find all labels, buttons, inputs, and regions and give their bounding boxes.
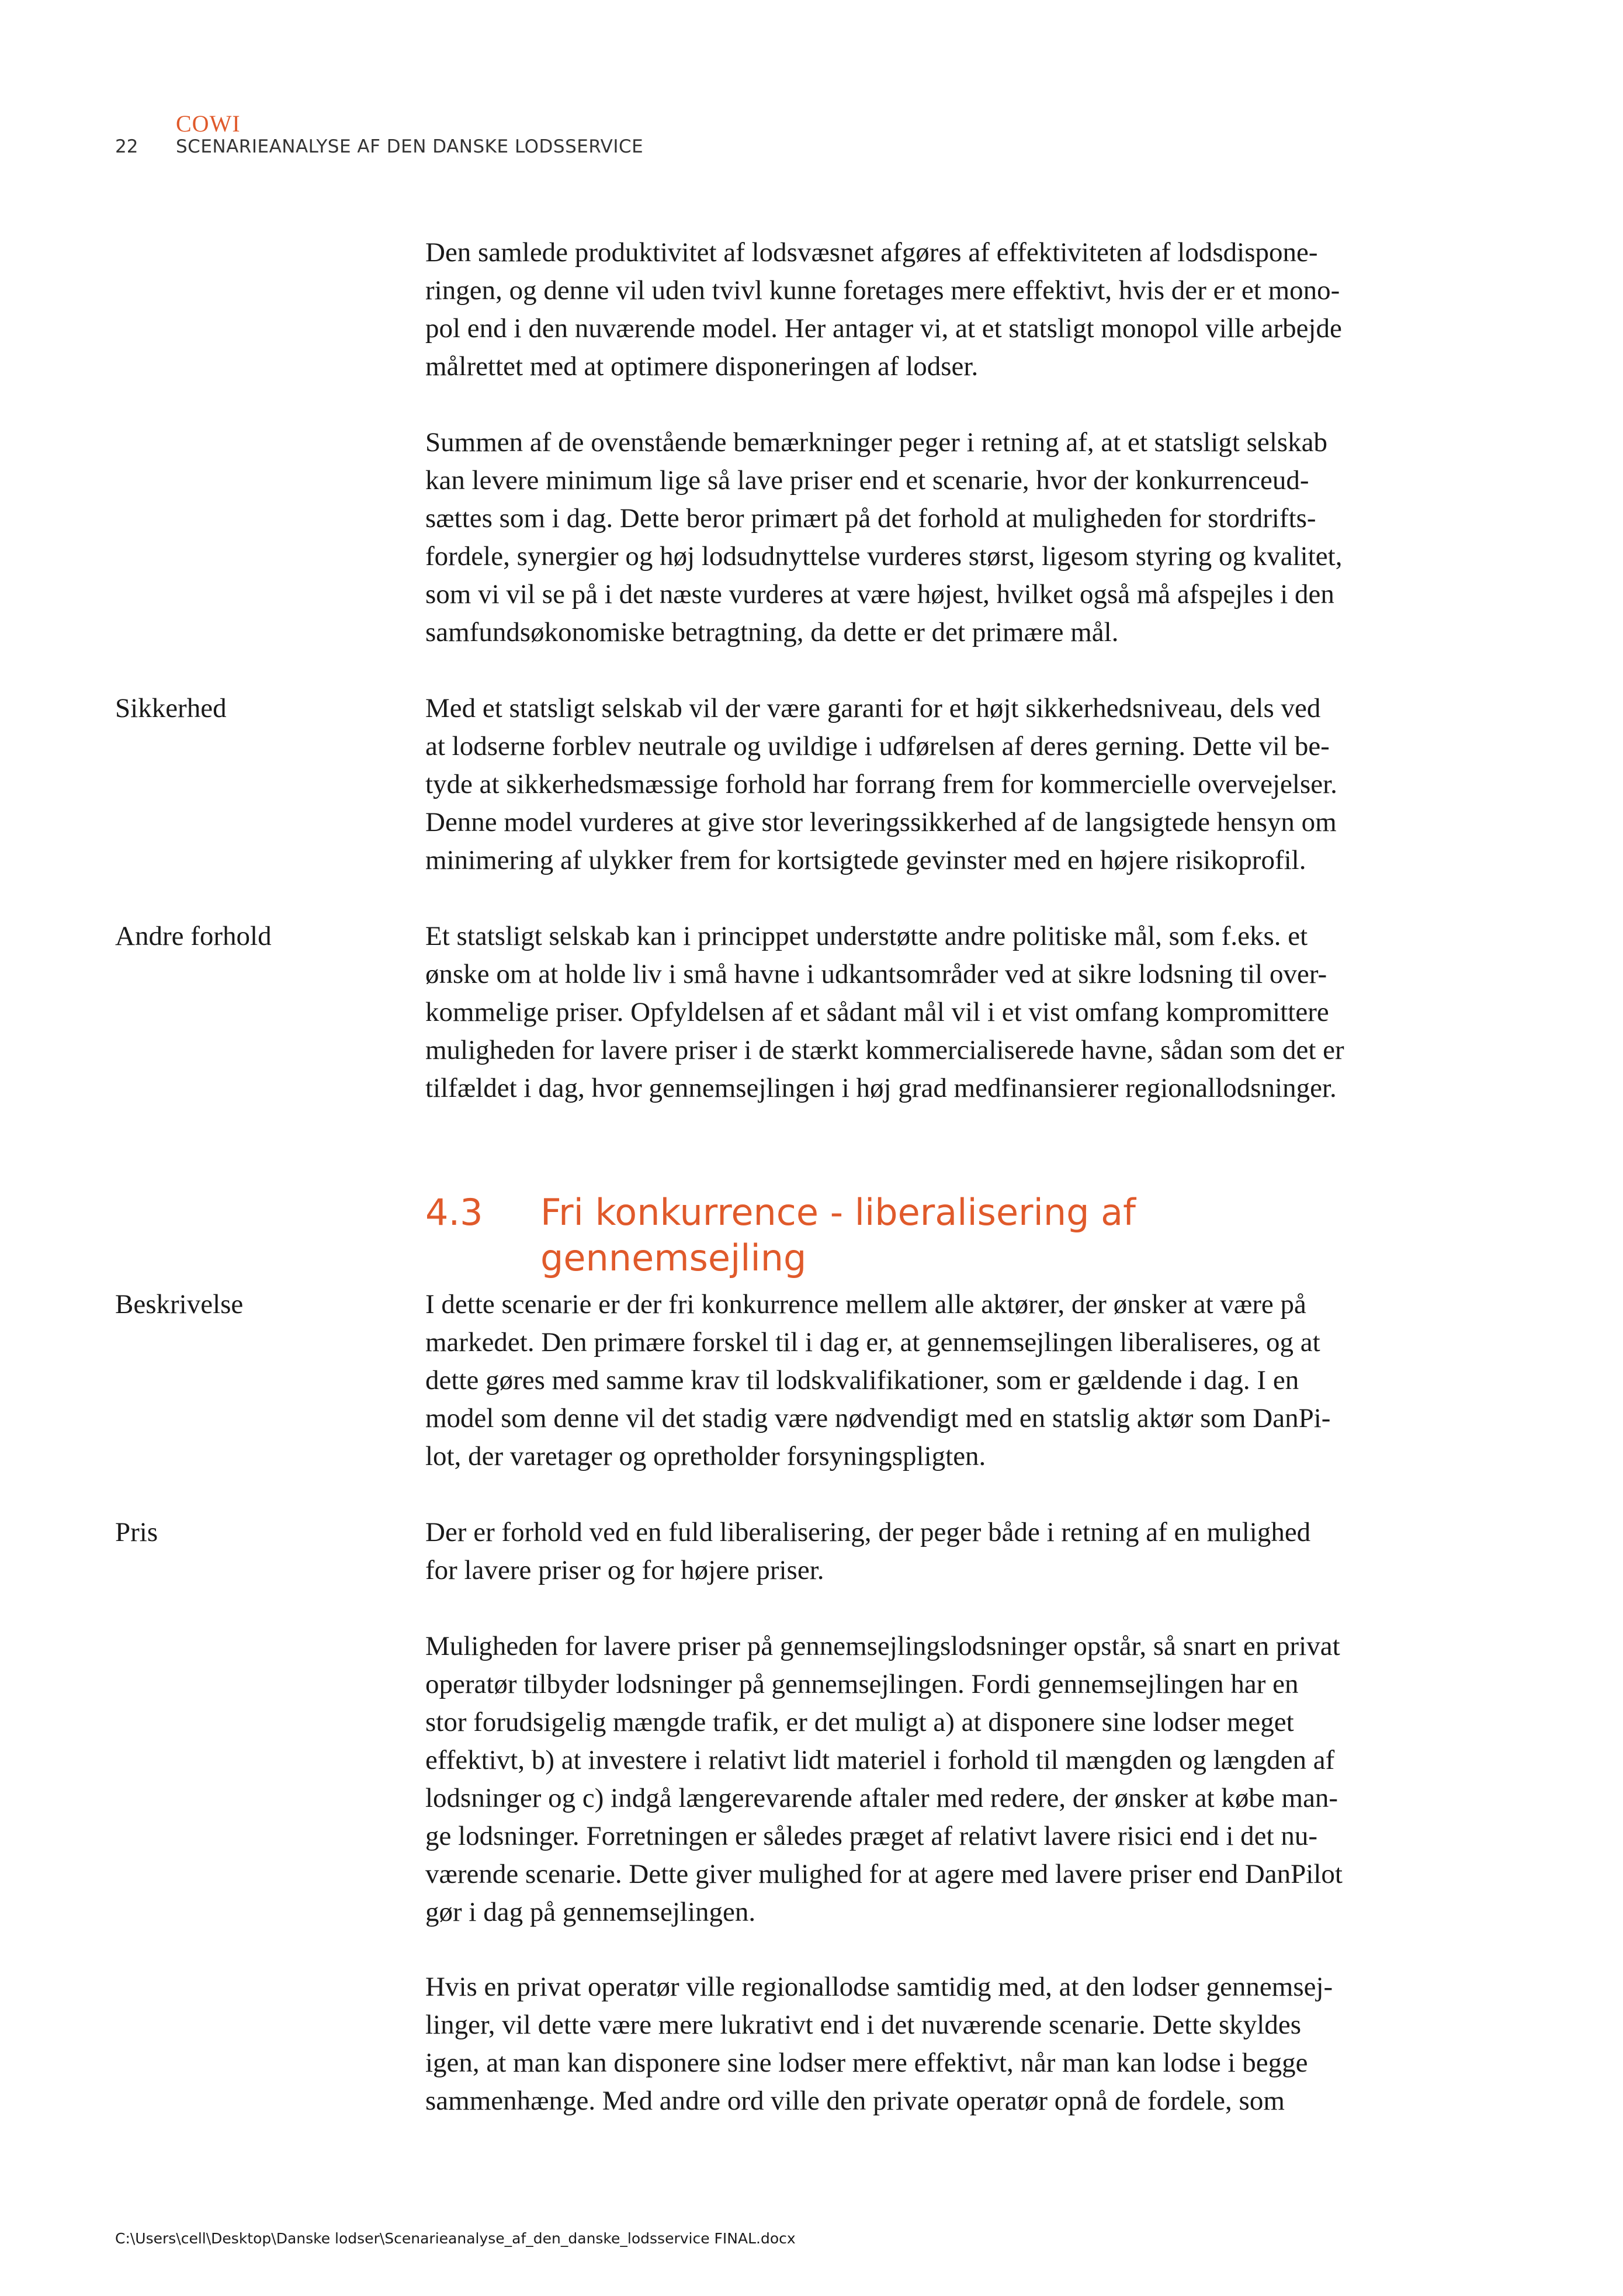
- cowi-logo: COWI: [176, 110, 241, 137]
- side-label-andre-forhold: Andre forhold: [115, 921, 272, 951]
- running-header-title: SCENARIEANALYSE AF DEN DANSKE LODSSERVICE: [176, 136, 644, 157]
- side-label-sikkerhed: Sikkerhed: [115, 693, 227, 723]
- side-label-pris: Pris: [115, 1517, 158, 1547]
- paragraph-pris-intro: Der er forhold ved en fuld liberalisering, der peger både i retning af en mulighed for lavere priser og for højere priser.: [425, 1517, 1311, 1585]
- paragraph-beskrivelse: I dette scenarie er der fri konkurrence mellem alle aktører, der ønsker at være på markedet. Den primære forskel til i dag er, at gennemsejlingen liberaliseres, og at dette gøres med samme krav til lodskvalifikationer, som er gældende i dag. I en model som denne vil det stadig være nødvendigt med en statslig aktør som DanPi- lot, der varetager og opretholder forsyningspligten.: [425, 1289, 1331, 1471]
- section-number: 4.3: [425, 1191, 483, 1234]
- paragraph-productivity: Den samlede produktivitet af lodsvæsnet afgøres af effektiviteten af lodsdispone- ringen, og denne vil uden tvivl kunne foretages mere effektivt, hvis der er et mono- pol end i den nuværende model. Her antager vi, at et statsligt monopol ville arbejde målrettet med at optimere disponeringen af lodser.: [425, 237, 1342, 382]
- paragraph-summary: Summen af de ovenstående bemærkninger peger i retning af, at et statsligt selskab kan levere minimum lige så lave priser end et scenarie, hvor der konkurrenceud- sættes som i dag. Dette beror primært på det forhold at muligheden for stordrifts- fordele, synergier og høj lodsudnyttelse vurderes størst, ligesom styring og kvalitet, som vi vil se på i det næste vurderes at være højest, hvilket også må afspejles i den samfundsøkonomiske betragtning, da dette er det primære mål.: [425, 427, 1343, 647]
- side-label-beskrivelse: Beskrivelse: [115, 1289, 244, 1320]
- section-title: Fri konkurrence - liberalisering af gennemsejling: [540, 1191, 1136, 1279]
- footer-file-path: C:\Users\cell\Desktop\Danske lodser\Scenarieanalyse_af_den_danske_lodsservice FINAL.docx: [115, 2230, 796, 2247]
- section-heading: [425, 1190, 1241, 1281]
- paragraph-pris-lower: Muligheden for lavere priser på gennemsejlingslodsninger opstår, så snart en privat operatør tilbyder lodsninger på gennemsejlingen. Fordi gennemsejlingen har en stor forudsigelig mængde trafik, er det muligt a) at disponere sine lodser meget effektivt, b) at investere i relativt lidt materiel i forhold til mængden og længden af lodsninger og c) indgå længerevarende aftaler med redere, der ønsker at købe man- ge lodsninger. Forretningen er således præget af relativt lavere risici end i det nu- værende scenarie. Dette giver mulighed for at agere med lavere priser end DanPilot gør i dag på gennemsejlingen.: [425, 1631, 1343, 1927]
- paragraph-andre-forhold: Et statsligt selskab kan i princippet understøtte andre politiske mål, som f.eks. et ønske om at holde liv i små havne i udkantsområder ved at sikre lodsning til over- kommelige priser. Opfyldelsen af et sådant mål vil i et vist omfang kompromittere muligheden for lavere priser i de stærkt kommercialiserede havne, sådan som det er tilfældet i dag, hvor gennemsejlingen i høj grad medfinansierer regionallodsninger.: [425, 921, 1344, 1103]
- page-number: 22: [115, 136, 138, 157]
- paragraph-sikkerhed: Med et statsligt selskab vil der være garanti for et højt sikkerhedsniveau, dels ved at lodserne forblev neutrale og uvildige i udførelsen af deres gerning. Dette vil be- tyde at sikkerhedsmæssige forhold har forrang frem for kommercielle overvejelser. Denne model vurderes at give stor leveringssikkerhed af de langsigtede hensyn om minimering af ulykker frem for kortsigtede gevinster med en højere risikoprofil.: [425, 693, 1337, 875]
- paragraph-pris-regional: Hvis en privat operatør ville regionallodse samtidig med, at den lodser gennemsej- linger, vil dette være mere lukrativt end i det nuværende scenarie. Dette skyldes igen, at man kan disponere sine lodser mere effektivt, når man kan lodse i begge sammenhænge. Med andre ord ville den private operatør opnå de fordele, som: [425, 1972, 1333, 2116]
